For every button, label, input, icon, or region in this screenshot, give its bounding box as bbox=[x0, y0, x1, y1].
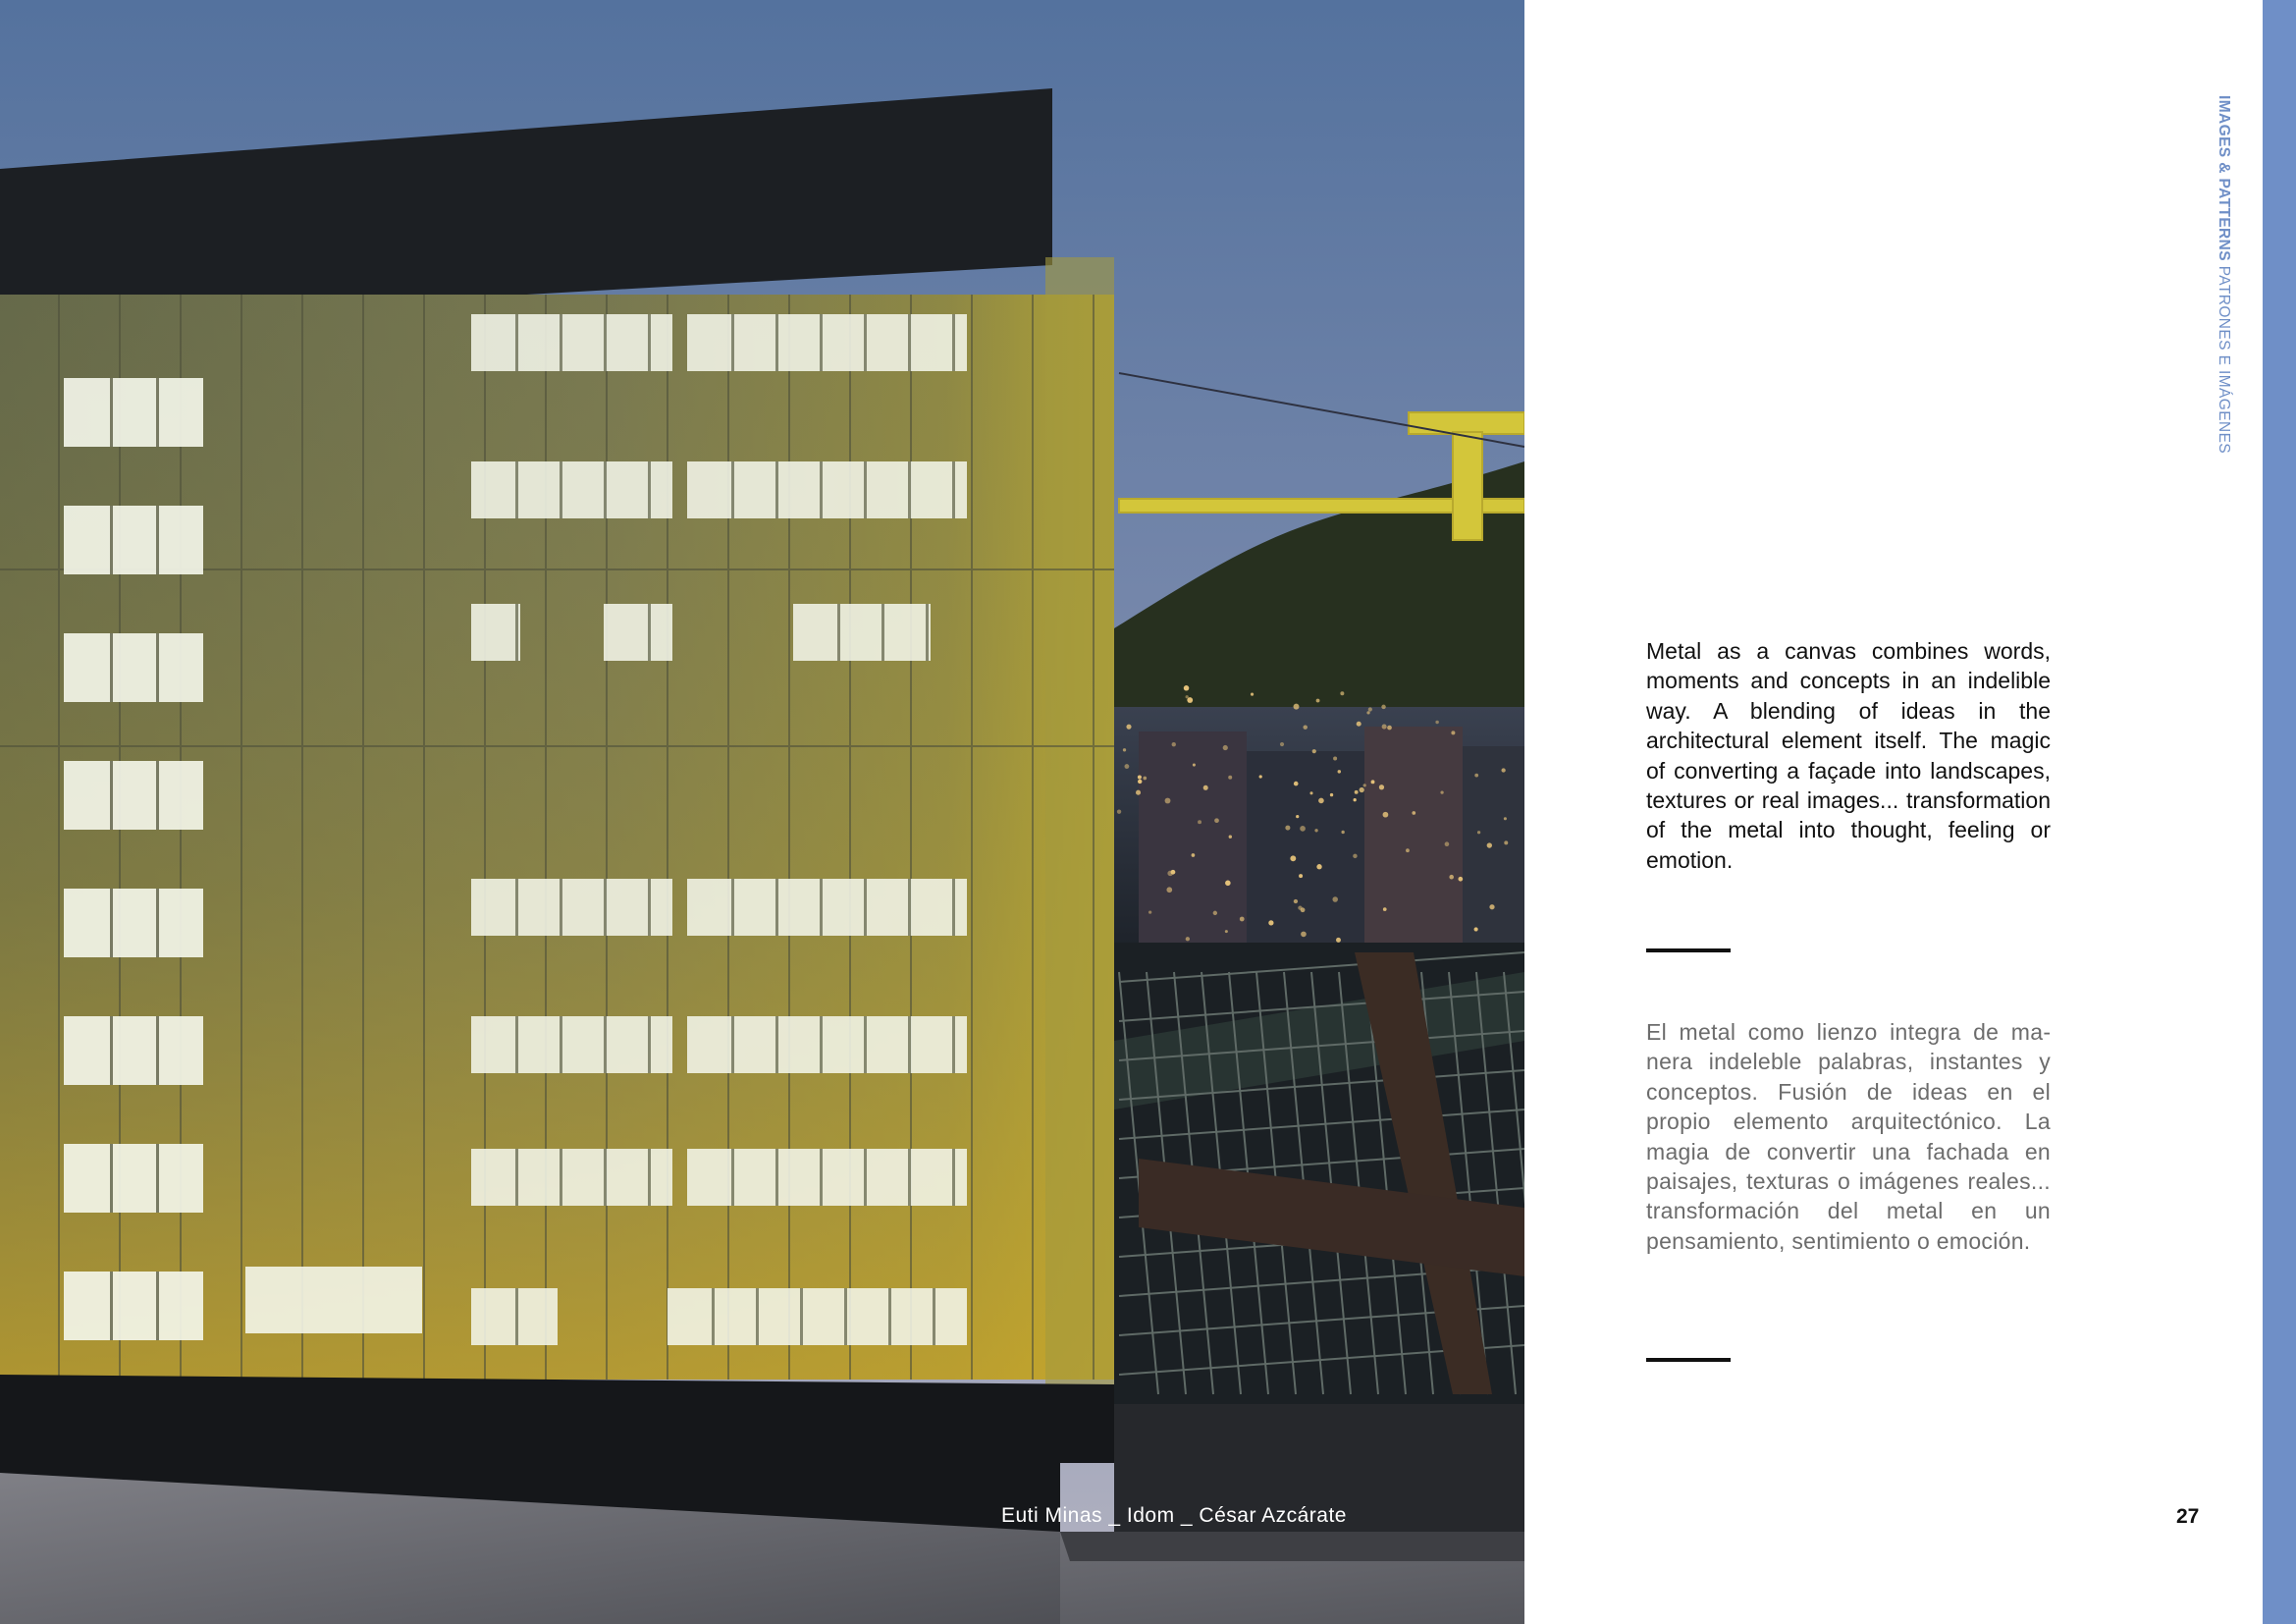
window bbox=[64, 633, 203, 702]
text-page bbox=[1524, 0, 2263, 1624]
construction-site bbox=[1114, 943, 1524, 1551]
window bbox=[471, 1288, 558, 1345]
window bbox=[64, 506, 203, 574]
window bbox=[471, 1016, 672, 1073]
photo-caption: Euti Minas _ Idom _ César Azcárate bbox=[1001, 1504, 1347, 1527]
window bbox=[687, 461, 967, 518]
window bbox=[64, 889, 203, 957]
window bbox=[64, 1016, 203, 1085]
window bbox=[64, 1272, 203, 1340]
building-facade bbox=[0, 257, 1114, 1386]
window bbox=[245, 1267, 422, 1333]
window bbox=[471, 1149, 672, 1206]
window bbox=[471, 604, 520, 661]
window bbox=[471, 314, 672, 371]
window bbox=[604, 604, 672, 661]
section-subtitle: PATRONES E IMÁGENES bbox=[2216, 265, 2232, 455]
page-number: 27 bbox=[2176, 1505, 2200, 1528]
divider-rule bbox=[1646, 948, 1731, 952]
window bbox=[793, 604, 931, 661]
divider-rule bbox=[1646, 1358, 1731, 1362]
english-body-text: Metal as a canvas combines words, moments and concepts in an indelible way. A blending of ideas in the architectural element itself. The magic of converting a façade into landscapes, textures or real images... transformation of the metal into thought, feeling or emotion. bbox=[1646, 638, 2051, 873]
window bbox=[64, 1144, 203, 1213]
window bbox=[471, 461, 672, 518]
window bbox=[471, 879, 672, 936]
window bbox=[687, 879, 967, 936]
window bbox=[64, 378, 203, 447]
window bbox=[687, 314, 967, 371]
window bbox=[687, 1016, 967, 1073]
spanish-body-text: El metal como lienzo integra de manera indeleble palabras, instantes y conceptos. Fusión de ideas en el propio elemento arquitectónico. La magia de convertir una fachada en paisajes, texturas o imágenes reales... transformación del metal en un pensamiento, sentimiento o emoción. bbox=[1646, 1019, 2051, 1254]
city-background bbox=[1114, 685, 1524, 962]
section-title: IMAGES & PATTERNS bbox=[2216, 95, 2232, 261]
section-tab bbox=[2263, 0, 2296, 1624]
section-label bbox=[2212, 95, 2235, 508]
window bbox=[64, 761, 203, 830]
window bbox=[687, 1149, 967, 1206]
